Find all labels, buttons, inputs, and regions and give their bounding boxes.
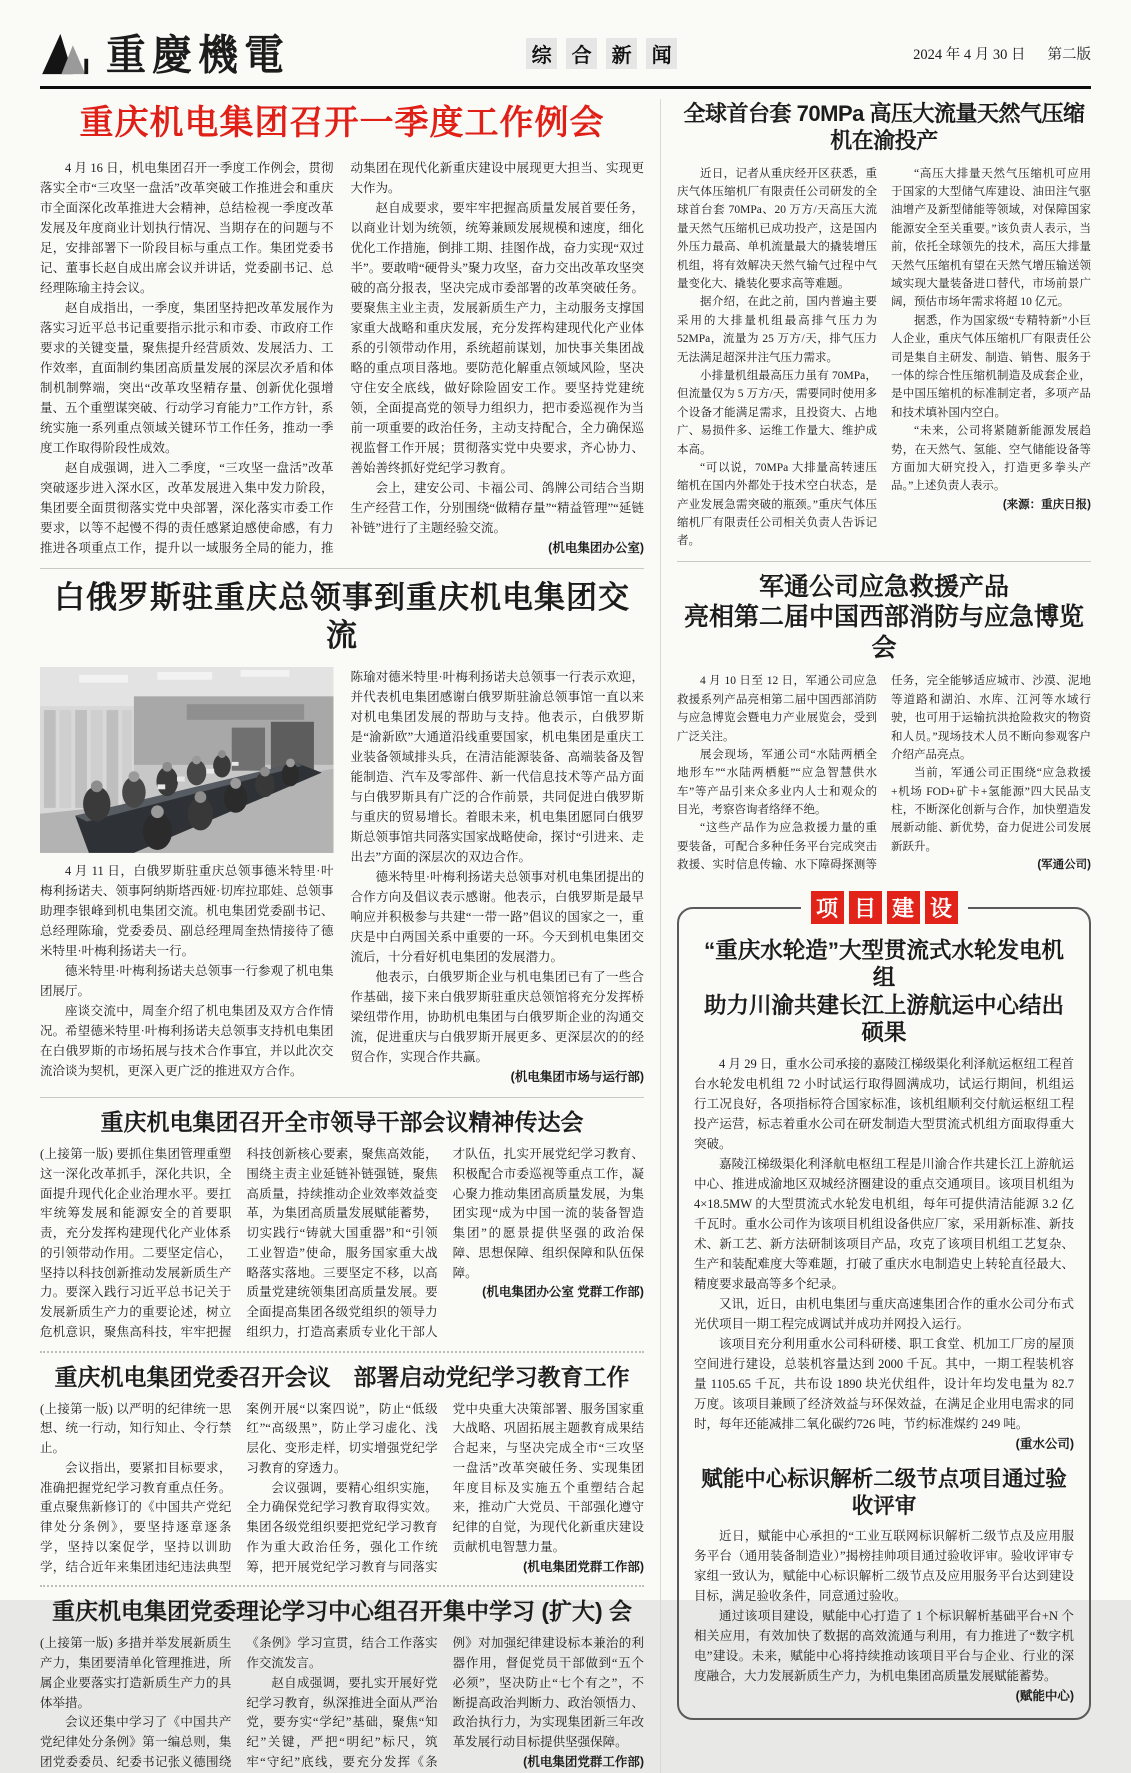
paragraph: 据悉，作为国家级“专精特新”小巨人企业，重庆气体压缩机厂有限责任公司是集自主研发、制造、销售、服务于一体的综合性压缩机制造及成套企业，是中国压缩机的标准制定者，多项产品和技术填补国内空白。: [891, 314, 1091, 419]
article-turbine-generator: [694, 937, 1074, 1455]
paragraph: 赵自成强调，进入二季度，“三攻坚一盘活”改革突破逐步进入深水区，改革发展进入集中发力阶段，集团要全面贯彻落实党中央部署，深化落实市委工作要求，以等不起慢不得的责任感紧迫感使命感，有力推进各项重点工作，提升以一域服务全局的能力，推动集团在现代化新重庆建设中展现更大担当、实现更大作为。: [40, 161, 644, 556]
article-theory-study-group: [40, 1597, 644, 1772]
article-signature: (赋能中心): [1015, 1688, 1074, 1703]
article-title-line2: 亮相第二届中国西部消防与应急博览会: [683, 603, 1084, 662]
paragraph: 嘉陵江梯级渠化利泽航电枢纽工程是川渝合作共建长江上游航运中心、推进成渝地区双城经济圈建设的重点交通项目。该项目机组为 4×18.5MW 的大型贯流式水轮发电机组，每年可提供清洁能源 3.2 亿千瓦时。重水公司作为该项目机组设备供应厂家，采用新标准、新技术、新工艺、新方法研制该项目产品，攻克了该项目机组工艺复杂、生产和装配难度大等难题，打破了重庆水电制造史上转轮直径最大、精度要求最高等多个纪录。: [694, 1157, 1074, 1292]
paragraph: 4 月 29 日，重水公司承接的嘉陵江梯级渠化利泽航运枢纽工程首台水轮发电机组 72 小时试运行取得圆满成功，试运行期间，机组运行工况良好，各项指标符合国家标准，该机组顺利交付航运枢纽工程投产运营，标志着重水公司在研发制造大型贯流式机组方面取得重大突破。: [694, 1057, 1074, 1152]
paragraph: 德米特里·叶梅利扬诺夫总领事对机电集团提出的合作方向及倡议表示感谢。他表示，白俄罗斯是最早响应并积极参与共建“一带一路”倡议的国家之一，重庆是中白两国关系中重要的一环。今天到机电集团交流后，十分看好机电集团的发展潜力。: [350, 870, 644, 965]
paragraph: 他表示，白俄罗斯企业与机电集团已有了一些合作基础，接下来白俄罗斯驻重庆总领馆将充分发挥桥梁纽带作用，协助机电集团与白俄罗斯企业的沟通交流，促进重庆与白俄罗斯开展更多、更深层次的的经贸合作，实现合作共赢。: [350, 970, 644, 1065]
dateline: [913, 43, 1091, 64]
project-box: [677, 907, 1091, 1720]
paragraph: 又讯，近日，由机电集团与重庆高速集团合作的重水公司分布式光伏项目一期工程完成调试并成功并网投入运行。: [694, 1297, 1074, 1332]
article-juntong-expo: [677, 572, 1091, 875]
left-column: [40, 99, 660, 1773]
article-funeng-acceptance: [694, 1466, 1074, 1705]
article-body: [677, 165, 1091, 551]
article-body: [40, 1634, 644, 1772]
paragraph: 展会现场，军通公司“水陆两栖全地形车”“水陆两栖艇”“应急智慧供水车”等产品引来众多业内人士和观众的目光，考察咨询者络绎不绝。: [677, 748, 877, 817]
article-title-line1: “重庆水轮造”大型贯流式水轮发电机组: [703, 937, 1064, 991]
paragraph: “未来，公司将紧随新能源发展趋势，在天然气、氢能、空气储能设备等方面加大研究投入，打造更多拳头产品。”上述负责人表示。: [891, 425, 1091, 493]
article-body: [677, 672, 1091, 874]
paragraph: 会议强调，要精心组织实施，全力确保党纪学习教育取得实效。集团各级党组织要把党纪学习教育作为重大政治任务，强化工作统筹，把开展党纪学习教育与同落实党中央重大决策部署、服务国家重大战略、巩固拓展主题教育成果结合起来，与坚决完成全市“三攻坚一盘活”改革突破任务、实现集团年度目标及实施五个重塑结合起来，推动广大党员、干部强化遵守纪律的自觉，为现代化新重庆建设贡献机电智慧力量。: [246, 1401, 644, 1574]
dotted-divider: [40, 1351, 644, 1353]
article-signature: (机电集团党群工作部): [523, 1559, 644, 1574]
paragraph: 4 月 16 日，机电集团召开一季度工作例会，贯彻落实全市“三攻坚一盘活”改革突破工作推进会和重庆市全面深化改革推进大会精神，总结检视一季度改革发展及年度商业计划执行情况、当期存在的问题与不足，安排部署下一阶段目标与重点工作。集团党委书记、董事长赵自成出席会议并讲话，党委副书记、总经理陈瑜主持会议。: [40, 161, 334, 296]
article-body: [694, 1054, 1074, 1454]
divider: [40, 568, 644, 569]
section-badge-char: 综: [526, 38, 557, 69]
article-body: [40, 1145, 644, 1343]
section-badge-char: 新: [606, 38, 637, 69]
article-signature: (机电集团办公室): [548, 541, 644, 556]
paragraph: (上接第一版) 要抓住集团管理重塑这一深化改革抓手，深化共识，全面提升现代化企业治理水平。要扛牢统筹发展和能源安全的首要职责，充分发挥构建现代化产业体系的引领带动作用。二要坚定信心，坚持以科技创新推动发展新质生产力。要深入践行习近平总书记关于发展新质生产力的重要论述，树立危机意识，聚焦高科技，牢牢把握科技创新核心要素，聚焦高效能，围绕主责主业延链补链强链，聚焦高质量，持续推动企业效率效益变革，为集团高质量发展赋能蓄势，切实践行“铸就大国重器”和“引领工业智造”使命，服务国家重大战略落实落地。三要坚定不移，以高质量党建统领集团高质量发展。要全面提高集团各级党组织的领导力组织力，打造高素质专业化干部人才队伍，扎实开展党纪学习教育、积极配合市委巡视等重点工作，凝心聚力推动集团高质量发展，为集团实现“成为中国一流的装备智造集团”的愿景提供坚强的政治保障、思想保障、组织保障和队伍保障。: [40, 1147, 644, 1339]
article-body: [40, 1400, 644, 1578]
section-label-char: 项: [811, 891, 844, 924]
section-label: [677, 891, 1091, 924]
page-body: [40, 99, 1091, 1773]
article-belarus-visit: [40, 579, 644, 1087]
article-title-line2: 助力川渝共建长江上游航运中心结出硕果: [703, 992, 1064, 1045]
right-column: [660, 99, 1091, 1773]
paragraph: 小排量机组最高压力虽有 70MPa，但流量仅为 5 万方/天，需要同时使用多个设备才能满足需求，且投资大、占地广、易损件多、运维工作量大、维护成本高。: [677, 369, 877, 456]
paragraph: 据介绍，在此之前，国内普遍主要采用的大排量机组最高排气压力为 52MPa，流量为 25 万方/天，排气压力无法满足超深井注气压力需求。: [677, 296, 877, 364]
paragraph: 赵自成指出，一季度，集团坚持把改革发展作为落实习近平总书记重要指示批示和市委、市政府工作要求的关键变量，聚焦提升经营质效、发展活力、工作效率，直面制约集团高质量发展的深层次矛盾和体制机制弊端，突出“改革攻坚精存量、创新优化强增量、五个重塑谋突破、行动学习育能力”工作方针，系统实施一系列重点领域关键环节工作任务，推动一季度工作取得阶段性成效。: [40, 301, 334, 456]
meeting-photo: [40, 667, 334, 853]
section-label-char: 设: [925, 891, 958, 924]
article-title: [677, 572, 1091, 664]
paragraph: 4 月 11 日，白俄罗斯驻重庆总领事德米特里·叶梅利扬诺夫、领事阿纳斯塔西娅·切库拉耶娃、总领事助理李银峰到机电集团交流。机电集团党委副书记、总经理陈瑜，党委委员、副总经理周奎热情接待了德米特里·叶梅利扬诺夫一行。: [40, 863, 334, 958]
divider: [677, 561, 1091, 562]
article-signature: (军通公司): [1037, 859, 1091, 872]
paragraph: 近日，赋能中心承担的“工业互联网标识解析二级节点及应用服务平台（通用装备制造业）”揭榜挂帅项目通过验收评审。验收评审专家组一致认为，赋能中心标识解析二级节点及应用服务平台达到建设目标，满足验收条件，同意通过验收。: [694, 1528, 1074, 1603]
section-badge: [526, 38, 677, 69]
masthead: [40, 30, 1091, 89]
paragraph: 会议指出，要紧扣目标要求，准确把握党纪学习教育重点任务。重点聚焦新修订的《中国共产党纪律处分条例》，要坚持逐章逐条学，坚持以案促学，坚持以训助学，结合近年来集团违纪违法典型案例开展“以案四说”，防止“低级红”“高级黑”，防止学习虚化、浅层化、变形走样，切实增强党纪学习教育的穿透力。: [40, 1401, 438, 1574]
paragraph: 座谈交流中，周奎介绍了机电集团及双方合作情况。希望德米特里·叶梅利扬诺夫总领事支持机电集团在白俄罗斯的市场拓展与技术合作事宜，并以此次交流洽谈为契机，更深入更广泛的推进双方合作。: [40, 1003, 334, 1078]
article-signature: (机电集团办公室 党群工作部): [482, 1285, 644, 1300]
article-title: [694, 937, 1074, 1047]
meeting-room-image: [40, 667, 334, 853]
article-title-line1: 军通公司应急救援产品: [758, 572, 1009, 601]
newspaper-title: 重慶機電: [106, 31, 290, 80]
article-signature: (重水公司): [1015, 1437, 1074, 1452]
article-compressor: [677, 101, 1091, 551]
article-column-2: [351, 667, 645, 1087]
paragraph: 当前，军通公司正围绕“应急救援+机场 FOD+矿卡+氢能源”四大民品支柱，不断深化创新与合作，加快塑造发展新动能、新优势，奋力促进公司发展新跃升。: [891, 767, 1091, 853]
article-title: 重庆机电集团召开全市领导干部会议精神传达会: [100, 1109, 584, 1136]
paragraph: 会议还集中学习了《中国共产党纪律处分条例》第一编总则，集团党委委员、纪委书记张义德围绕《条例》学习宣贯，结合工作落实作交流发言。: [40, 1636, 438, 1769]
article-body: [40, 667, 644, 1087]
section-label-boxes: [801, 891, 968, 924]
paragraph: 该项目充分利用重水公司科研楼、职工食堂、机加工厂房的屋顶空间进行建设，总装机容量达到 2000 千瓦。其中，一期工程装机容量 1105.65 千瓦，共布设 1890 块光伏组件，设计年均发电量为 82.7 万度。该项目兼顾了经济效益与环保效益，在满足企业用电需求的同时，每年还能减排二氧化碳约726 吨，节约标准煤约 249 吨。: [694, 1337, 1074, 1432]
article-title: 赋能中心标识解析二级节点项目通过验收评审: [701, 1467, 1067, 1518]
paragraph: “这些产品作为应急救援力量的重要装备，可配合多种任务平台完成突击救援、实时信息传输、水下障碍探测等任务，完全能够适应城市、沙漠、泥地等道路和湖泊、水库、江河等水域行驶，也可用于运输抗洪抢险救灾的物资和人员。”现场技术人员不断向参观客户介绍产品亮点。: [677, 675, 1091, 872]
article-title: 全球首台套 70MPa 高压大流量天然气压缩机在渝投产: [683, 101, 1085, 153]
paragraph: 会上，建安公司、卡福公司、鸽牌公司结合当期生产经营工作，分别围绕“做精存量”“精益管理”“延链补链”进行了主题经验交流。: [350, 481, 644, 536]
section-label-char: 目: [849, 891, 882, 924]
paragraph: (上接第一版) 以严明的纪律统一思想、统一行动，知行知止、令行禁止。: [40, 1401, 232, 1456]
paragraph: (上接第一版) 多措并举发展新质生产力，集团要清单化管理推进，所属企业要落实打造新质生产力的具体举措。: [40, 1636, 232, 1710]
paragraph: “高压大排量天然气压缩机可应用于国家的大型储气库建设、油田注气驱油增产及新型储能等领域，对保障国家能源安全至关重要。”该负责人表示，当前，依托全球领先的技术，高压大排量天然气压缩机有望在天然气增压输送领域实现大量装备进口替代，市场前景广阔，预估市场年需求将超 10 亿元。: [891, 167, 1091, 309]
paragraph: 4 月 10 日至 12 日，军通公司应急救援系列产品亮相第二届中国西部消防与应急博览会暨电力产业展览会，受到广泛关注。: [677, 675, 877, 743]
article-cadre-meeting-relay: [40, 1108, 644, 1343]
article-title: 重庆机电集团召开一季度工作例会: [79, 104, 605, 142]
newspaper-brand: [40, 30, 290, 80]
section-label-char: 建: [887, 891, 920, 924]
article-signature: (来源：重庆日报): [1002, 498, 1091, 511]
paragraph: 陈瑜对德米特里·叶梅利扬诺夫总领事一行表示欢迎，并代表机电集团感谢白俄罗斯驻渝总领事馆一直以来对机电集团发展的帮助与支持。他表示，白俄罗斯是“渝新欧”大通道沿线重要国家，机电集团是重庆工业装备领域排头兵，在清洁能源装备、高端装备及智能制造、汽车及零部件、新一代信息技术等产品方面与白俄罗斯具有广泛的合作前景，共同促进白俄罗斯与重庆的贸易增长。着眼未来，机电集团愿同白俄罗斯总领事馆共同落实国家战略使命，探讨“引进来、走出去”方面的深层次的双边合作。: [350, 670, 644, 865]
article-title: 重庆机电集团党委理论学习中心组召开集中学习 (扩大) 会: [51, 1598, 633, 1625]
article-body: [40, 158, 644, 558]
edition-number: 第二版: [1047, 46, 1091, 63]
paragraph: 近日，记者从重庆经开区获悉，重庆气体压缩机厂有限责任公司研发的全球首台套 70MPa、20 万方/天高压大流量天然气压缩机已成功投产，这是国内外压力最高、单机流量最大的撬装增压机组，将有效解决天然气输气过程中气量变化大、撬装化要求高等难题。: [677, 167, 877, 290]
divider: [40, 1097, 644, 1098]
article-body: [694, 1526, 1074, 1706]
paragraph: 通过该项目建设，赋能中心打造了 1 个标识解析基础平台+N 个相关应用，有效加快了数据的高效流通与利用，有力推进了“数字机电”建设。未来，赋能中心将持续推动该项目平台与企业、行业的深度融合，大力发展新质生产力，为机电集团高质量发展赋能蓄势。: [694, 1608, 1074, 1683]
mountain-logo-icon: [40, 30, 98, 76]
issue-date: 2024 年 4 月 30 日: [913, 46, 1026, 63]
article-signature: (机电集团市场与运行部): [510, 1070, 644, 1085]
paragraph: 赵自成强调，要扎实开展好党纪学习教育，纵深推进全面从严治党，要夯实“学纪”基础，聚焦“知纪”关键，严把“明纪”标尺，筑牢“守纪”底线，要充分发挥《条例》对加强纪律建设标本兼治的利器作用，督促党员干部做到“五个必须”，坚决防止“七个有之”，不断提高政治判断力、政治领悟力、政治执行力，为实现集团新三年改革发展行动目标提供坚强保障。: [246, 1636, 644, 1769]
paragraph: 赵自成要求，要牢牢把握高质量发展首要任务，以商业计划为统领，统筹兼顾发展规模和速度，细化优化工作措施，倒排工期、挂图作战，奋力实现“双过半”。要敢啃“硬骨头”聚力攻坚，奋力交出改革攻坚突破的高分报表，坚决完成市委部署的改革突破任务。要聚焦主业主责，发展新质生产力，主动服务支撑国家重大战略和重庆发展，充分发挥构建现代化产业体系的引领带动作用，系统超前谋划，加快事关集团战略的重点项目落地。要防范化解重点领域风险，坚决守住安全底线，做好除险固安工作。要坚持党建统领，全面提高党的领导力组织力，把市委巡视作为当前一项重要的政治任务，主动支持配合，全力确保巡视监督工作开展；贯彻落实党中央要求，齐心协力、善始善终抓好党纪学习教育。: [350, 201, 644, 476]
section-badge-char: 合: [566, 38, 597, 69]
paragraph: 德米特里·叶梅利扬诺夫总领事一行参观了机电集团展厅。: [40, 963, 334, 998]
paragraph: “可以说，70MPa 大排量高转速压缩机在国内外都处于技术空白状态，是产业发展急需突破的瓶颈。”重庆气体压缩机厂有限责任公司相关负责人告诉记者。: [677, 461, 877, 548]
article-signature: (机电集团党群工作部): [523, 1754, 644, 1769]
article-title: 白俄罗斯驻重庆总领事到重庆机电集团交流: [54, 580, 630, 654]
article-title: 重庆机电集团党委召开会议 部署启动党纪学习教育工作: [54, 1363, 630, 1390]
article-column-1: [40, 667, 334, 1087]
project-construction-section: [677, 891, 1091, 1720]
article-quarterly-meeting: [40, 103, 644, 558]
section-badge-char: 闻: [646, 38, 677, 69]
article-discipline-education: [40, 1363, 644, 1578]
dotted-divider: [40, 1585, 644, 1587]
